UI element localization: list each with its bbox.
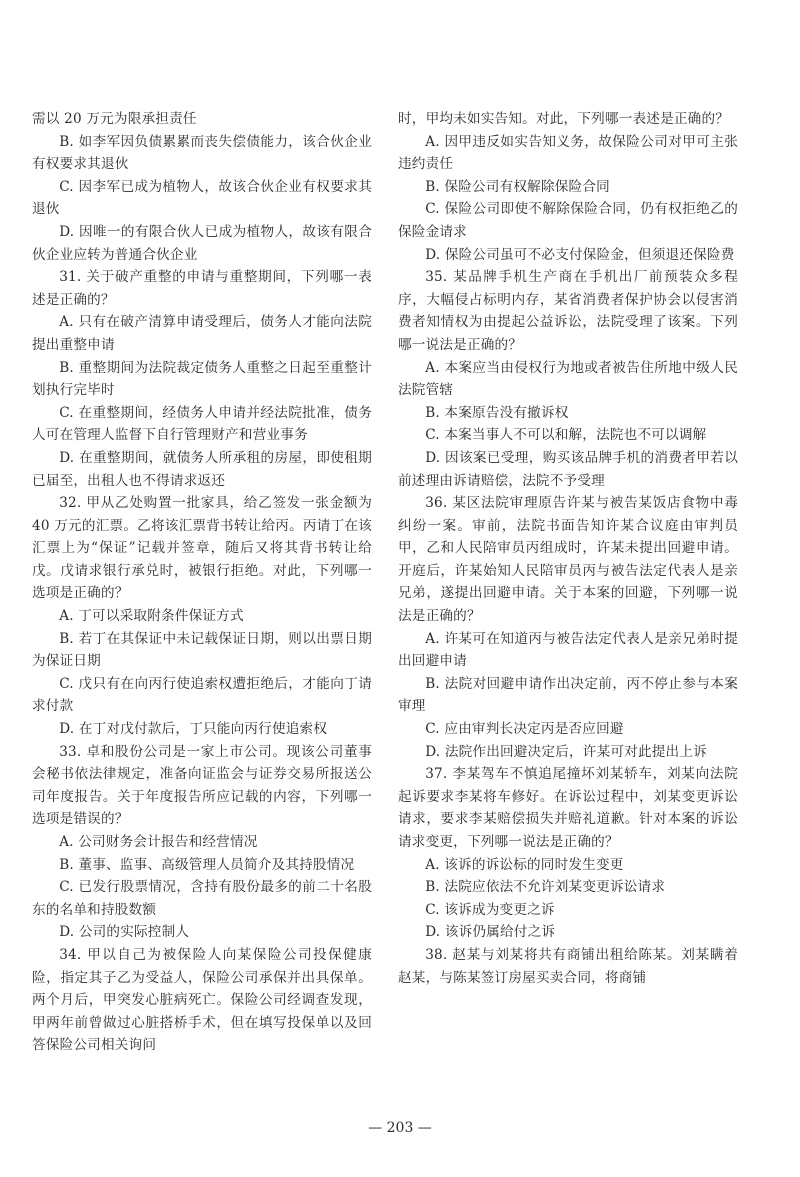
- text-paragraph: C. 因李军已成为植物人，故该合伙企业有权要求其退伙: [32, 178, 372, 218]
- text-paragraph: C. 本案当事人不可以和解，法院也不可以调解: [425, 427, 707, 444]
- text-paragraph: B. 法院对回避申请作出决定前，丙不停止参与本案审理: [398, 675, 738, 715]
- text-paragraph: D. 在重整期间，就债务人所承租的房屋，即使租期已届至，出租人也不得请求返还: [32, 449, 372, 489]
- text-paragraph: 需以 20 万元为限承担责任: [32, 111, 197, 127]
- text-paragraph: 34. 甲以自己为被保险人向某保险公司投保健康险，指定其子乙为受益人，保险公司承保并出具保单。两个月后，甲突发心脏病死亡。保险公司经调查发现，甲两年前曾做过心脏搭桥手术，但在填写投保单以及回答保险公司相关询问: [32, 946, 372, 1054]
- text-paragraph: D. 法院作出回避决定后，许某可对此提出上诉: [425, 743, 707, 760]
- text-paragraph: C. 该诉成为变更之诉: [425, 901, 555, 918]
- text-paragraph: D. 因唯一的有限合伙人已成为植物人，故该有限合伙企业应转为普通合伙企业: [32, 223, 372, 263]
- text-paragraph: 35. 某品牌手机生产商在手机出厂前预装众多程序，大幅侵占标明内存，某省消费者保护协会以侵害消费者知情权为由提起公益诉讼，法院受理了该案。下列哪一说法是正确的？: [398, 269, 738, 353]
- text-paragraph: 37. 李某驾车不慎追尾撞坏刘某轿车，刘某向法院起诉要求李某将车修好。在诉讼过程中，刘某变更诉讼请求，要求李某赔偿损失并赔礼道歉。针对本案的诉讼请求变更，下列哪一说法是正确的？: [398, 766, 738, 850]
- text-paragraph: A. 只有在破产清算申请受理后，债务人才能向法院提出重整申请: [32, 314, 372, 353]
- text-paragraph: B. 如李军因负债累累而丧失偿债能力，该合伙企业有权要求其退伙: [32, 133, 372, 173]
- text-paragraph: B. 法院应依法不允许刘某变更诉讼请求: [425, 879, 666, 896]
- left-text-column: [32, 108, 372, 1057]
- page-number: — 203 —: [368, 1120, 432, 1136]
- text-paragraph: C. 戊只有在向丙行使追索权遭拒绝后，才能向丁请求付款: [32, 675, 372, 715]
- text-paragraph: C. 保险公司即使不解除保险合同，仍有权拒绝乙的保险金请求: [398, 201, 738, 240]
- text-paragraph: 36. 某区法院审理原告许某与被告某饭店食物中毒纠纷一案。审前，法院书面告知许某合议庭由审判员甲，乙和人民陪审员丙组成时，许某未提出回避申请。开庭后，许某始知人民陪审员丙与被告法定代表人是亲兄弟，遂提出回避申请。关于本案的回避，下列哪一说法是正确的？: [398, 495, 738, 625]
- text-paragraph: A. 因甲违反如实告知义务，故保险公司对甲可主张违约责任: [398, 133, 738, 173]
- right-text-column: [398, 108, 738, 989]
- text-paragraph: 32. 甲从乙处购置一批家具，给乙签发一张金额为 40 万元的汇票。乙将该汇票背书转让给丙。丙请丁在该汇票上为“保证”记载并签章，随后又将其背书转让给戊。戊请求银行承兑时，被银行拒绝。对此，下列哪一选项是正确的？: [32, 495, 372, 602]
- text-paragraph: B. 若丁在其保证中未记载保证日期，则以出票日期为保证日期: [32, 630, 372, 670]
- text-paragraph: B. 重整期间为法院裁定债务人重整之日起至重整计划执行完毕时: [32, 359, 372, 399]
- text-paragraph: B. 保险公司有权解除保险合同: [425, 178, 610, 195]
- text-paragraph: C. 应由审判长决定丙是否应回避: [425, 721, 624, 738]
- text-paragraph: 33. 卓和股份公司是一家上市公司。现该公司董事会秘书依法律规定，准备向证监会与证券交易所报送公司年度报告。关于年度报告所应记载的内容，下列哪一选项是错误的？: [32, 743, 372, 828]
- text-paragraph: A. 许某可在知道丙与被告法定代表人是亲兄弟时提出回避申请: [398, 630, 738, 670]
- text-paragraph: 38. 赵某与刘某将共有商铺出租给陈某。刘某瞒着赵某，与陈某签订房屋买卖合同，将商铺: [398, 946, 738, 986]
- text-paragraph: D. 因该案已受理，购买该品牌手机的消费者甲若以前述理由诉请赔偿，法院不予受理: [398, 449, 738, 489]
- text-paragraph: A. 公司财务会计报告和经营情况: [59, 834, 258, 850]
- text-paragraph: D. 保险公司虽可不必支付保险金，但须退还保险费: [425, 246, 735, 263]
- text-paragraph: B. 董事、监事、高级管理人员简介及其持股情况: [59, 856, 355, 873]
- text-paragraph: D. 公司的实际控制人: [59, 924, 190, 941]
- text-paragraph: 31. 关于破产重整的申请与重整期间，下列哪一表述是正确的？: [32, 269, 372, 308]
- text-paragraph: C. 已发行股票情况，含持有股份最多的前二十名股东的名单和持股数额: [32, 879, 372, 918]
- text-paragraph: D. 在丁对戊付款后，丁只能向丙行使追索权: [59, 721, 328, 738]
- text-paragraph: A. 丁可以采取附条件保证方式: [59, 608, 244, 625]
- text-paragraph: A. 该诉的诉讼标的同时发生变更: [425, 856, 624, 873]
- text-paragraph: B. 本案原告没有撤诉权: [425, 404, 569, 421]
- text-paragraph: C. 在重整期间，经债务人申请并经法院批准，债务人可在管理人监督下自行管理财产和营业事务: [32, 404, 372, 444]
- text-paragraph: D. 该诉仍属给付之诉: [425, 924, 556, 941]
- text-paragraph: 时，甲均未如实告知。对此，下列哪一表述是正确的？: [398, 111, 730, 127]
- text-paragraph: A. 本案应当由侵权行为地或者被告住所地中级人民法院管辖: [398, 359, 738, 399]
